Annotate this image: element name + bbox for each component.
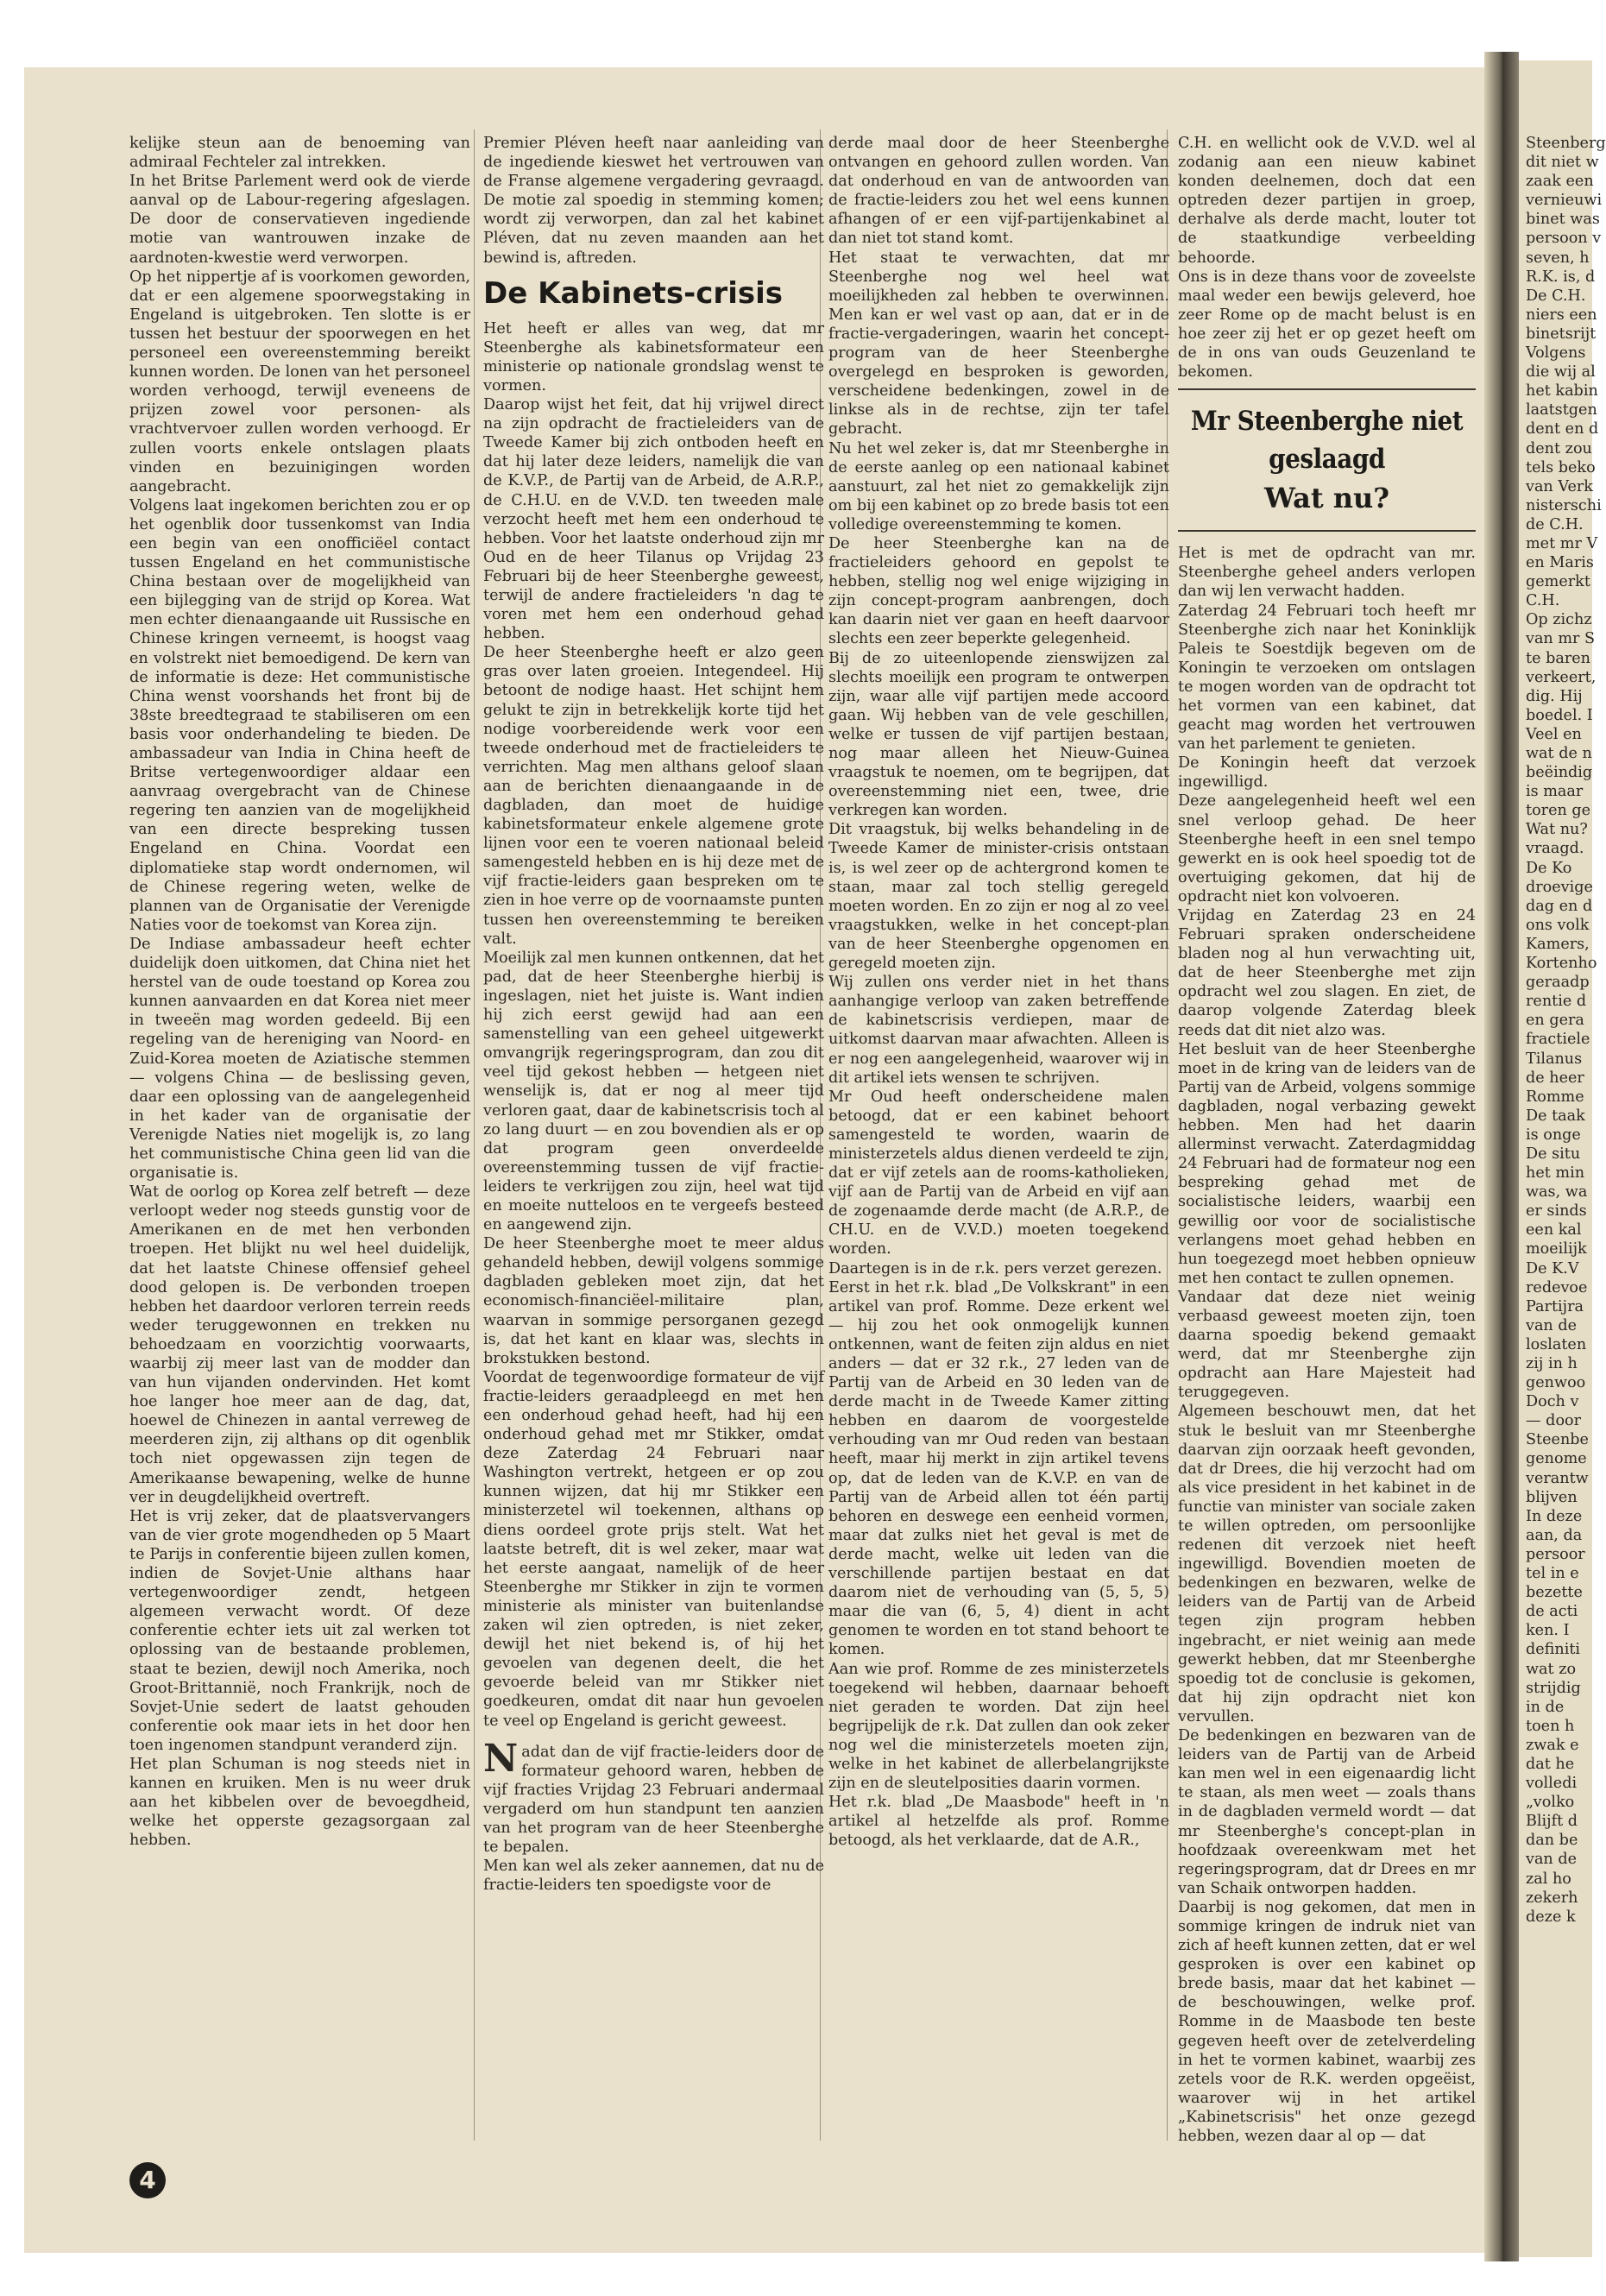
paragraph: Moeilijk zal men kunnen ontkennen, dat het pad, dat de heer Steenberghe hierbij is ingeslagen, niet het juiste is. Want indien hij zich eerst gewijd had aan een samenstelling van een geheel uitgewerkt omvangrijk regeringsprogram, dan zou dit veel tijd gekost hebben — hetgeen niet wenselijk is, dat er nog al meer tijd verloren gaat, daar de kabinetscrisis toch al zo lang duurt — en zou bovendien als er op dat program geen onverdeelde overeenstemming tussen de vijf fractie-leiders te verkrijgen zou zijn, heel wat tijd en moeite nutteloos en te vergeefs besteed en aangewend zijn. xyxy=(483,949,824,1234)
dropcap-letter: N xyxy=(483,1736,519,1781)
next-page-line: vraagd. xyxy=(1526,840,1584,858)
next-page-line: de acti xyxy=(1526,1603,1578,1621)
next-page-edge xyxy=(1519,60,1606,2257)
next-page-line: dit niet w xyxy=(1526,154,1599,172)
paragraph: kelijke steun aan de benoeming van admiraal Fechteler zal intrekken. xyxy=(129,135,470,172)
headline-box xyxy=(1178,388,1476,532)
next-page-line: Kortenho xyxy=(1526,955,1597,973)
next-page-line: aan, da xyxy=(1526,1526,1583,1544)
next-page-line: Kamers, xyxy=(1526,935,1590,953)
next-page-line: ken. I xyxy=(1526,1622,1570,1640)
next-page-line: en Maris xyxy=(1526,554,1594,572)
next-page-line: persoor xyxy=(1526,1545,1585,1563)
paragraph: Eerst in het r.k. blad „De Volkskrant" in een artikel van prof. Romme. Deze erkent wel — hij zou het ook onmogelijk kunnen ontkennen, want de feiten zijn aldus en niet anders — dat er 32 r.k., 27 leden van de Partij van de Arbeid en 30 leden van de derde macht in de Tweede Kamer zitting hebben en daarom de voorgestelde verhouding van mr Oud reden van bestaan heeft, maar hij merkt in zijn artikel tevens op, dat de leden van de K.V.P. en van de Partij van de Arbeid allen tot één partij behoren en deswege een eenheid vormen, maar dat zulks niet het geval is met de derde macht, welke uit leden van die verschillende partijen bestaat en dat daarom niet de verhouding van (5, 5, 5) maar die van (6, 5, 4) dient in acht genomen te worden en tot stand behoort te komen. xyxy=(828,1278,1169,1659)
next-page-line: was, wa xyxy=(1526,1183,1588,1202)
next-page-line: „volko xyxy=(1526,1794,1575,1812)
next-page-line: het min xyxy=(1526,1164,1585,1183)
next-page-line: genwoo xyxy=(1526,1374,1586,1392)
paragraph: Nu het wel zeker is, dat mr Steenberghe in de eerste aanleg op een nationaal kabinet aanstuurt, zal het niet zo gemakkelijk zijn om bij een kabinet op zo brede basis tot een volledige overeenstemming te komen. xyxy=(828,439,1169,533)
next-page-line: een kal xyxy=(1526,1221,1582,1239)
paragraph: Men kan wel als zeker aannemen, dat nu de fractie-leiders ten spoedigste voor de xyxy=(483,1858,824,1895)
next-page-line: met mr V xyxy=(1526,534,1598,552)
column-4-top xyxy=(1178,134,1476,382)
next-page-line: Steenbe xyxy=(1526,1431,1589,1449)
kabinets-crisis-heading: De Kabinets-crisis xyxy=(483,275,783,311)
next-page-line: volledi xyxy=(1526,1775,1578,1793)
paragraph: Wij zullen ons verder niet in het thans aanhangige verloop van zaken betreffende de kabinetscrisis verdiepen, maar de uitkomst daarvan maar afwachten. Alleen is er nog een aangelegenheid, waarover wij in dit artikel iets wensen te schrijven. xyxy=(828,974,1169,1087)
next-page-line: de C.H. xyxy=(1526,515,1584,533)
paragraph: C.H. en wellicht ook de V.V.D. wel al zodanig aan een nieuw kabinet konden deelnemen, doch dat een optreden dezer partijen in groep, derhalve als derde macht, louter tot de staatkundige verbeelding behoorde. xyxy=(1178,135,1476,267)
next-page-line: zaak een xyxy=(1526,173,1594,191)
paragraph: Het staat te verwachten, dat mr Steenberghe nog wel heel wat moeilijkheden zal hebben te overwinnen. Men kan er wel vast op aan, dat er in de fractie-vergaderingen, waarin het concept-program van de heer Steenberghe overgelegd en besproken is geworden, verscheidene bedenkingen, zowel in de linkse als in de rechtse, zijn ter tafel gebracht. xyxy=(828,249,1169,438)
paragraph: Bij de zo uiteenlopende zienswijzen zal slechts moeilijk een program te ontwerpen zijn, waar alle vijf partijen mede accoord gaan. Wij hebben van de vele geschillen, welke er tussen de vijf partijen bestaan, nog maar alleen het Nieuw-Guinea vraagstuk te noemen, om te begrijpen, dat overeenstemming niet een, twee, drie verkregen kan worden. xyxy=(828,649,1169,820)
next-page-line: van mr S xyxy=(1526,630,1596,648)
steenberghe-body xyxy=(1178,544,1476,2146)
next-page-line: wat zo xyxy=(1526,1660,1577,1678)
next-page-line: rentie d xyxy=(1526,993,1587,1011)
next-page-line: verkeert, xyxy=(1526,668,1597,686)
next-page-line: dat he xyxy=(1526,1755,1575,1773)
column-2-top xyxy=(483,134,824,268)
next-page-line: gemerkt xyxy=(1526,573,1590,591)
next-page-line: dag en d xyxy=(1526,897,1593,915)
page-number: 4 xyxy=(129,2162,166,2198)
next-page-line: — door xyxy=(1526,1412,1582,1430)
paragraph: Het is vrij zeker, dat de plaatsvervangers van de vier grote mogendheden op 5 Maart te Parijs in conferentie bijeen zullen komen, indien de Sovjet-Unie althans haar vertegenwoordiger zendt, hetgeen algemeen verwacht wordt. Of deze conferentie echter iets uit zal werken tot oplossing van de bestaande problemen, staat te bezien, dewijl noch Amerika, noch Groot-Brittannië, noch Frankrijk, noch de Sovjet-Unie sedert de laatst gehouden conferentie ook maar iets in het door hen toen ingenomen standpunt veranderd zijn. xyxy=(129,1507,470,1754)
next-page-line: In deze xyxy=(1526,1507,1583,1525)
next-page-line: Romme xyxy=(1526,1088,1584,1106)
paragraph: Vrijdag en Zaterdag 23 en 24 Februari spraken onderscheidene bladen nog al hun verwachting uit, dat de heer Steenberghe met zijn opdracht wel zou slagen. En ziet, de daarop volgende Zaterdag bleek reeds dat dit niet alzo was. xyxy=(1178,907,1476,1039)
next-page-line: De situ xyxy=(1526,1145,1581,1163)
paragraph: Deze aangelegenheid heeft wel een snel verloop gehad. De heer Steenberghe heeft in een snel tempo gewerkt en is ook heel spoedig tot de overtuiging gekomen, dat hij de opdracht niet kon volvoeren. xyxy=(1178,792,1476,905)
next-page-line: in de xyxy=(1526,1698,1565,1716)
paragraph: Daarop wijst het feit, dat hij vrijwel direct na zijn opdracht de fractieleiders van de Tweede Kamer bij zich ontboden heeft en dat hij later deze leiders, namelijk die van de K.V.P., de Partij van de Arbeid, de A.R.P., de C.H.U. en de V.V.D. ten tweeden male verzocht heeft met hem een onderhoud te hebben. Voor het laatste onderhoud zijn mr Oud en de heer Tilanus op Vrijdag 23 Februari bij de heer Steenberghe geweest, terwijl de andere fractieleiders 'n dag te voren met hem een onderhoud gehad hebben. xyxy=(483,396,824,643)
next-page-line: bezette xyxy=(1526,1584,1583,1602)
next-page-line: er sinds xyxy=(1526,1202,1587,1221)
next-page-line: te baren xyxy=(1526,649,1590,667)
next-page-line: R.K. is, d xyxy=(1526,268,1596,286)
paragraph: Het plan Schuman is nog steeds niet in kannen en kruiken. Men is nu weer druk aan het kibbelen over de bevoegdheid, welke het opperste gezagsorgaan zal hebben. xyxy=(129,1755,470,1850)
paragraph: Wat de oorlog op Korea zelf betreft — deze verloopt weder nog steeds gunstig voor de Amerikanen en de met hen verbonden troepen. Het blijkt nu wel heel duidelijk, dat het laatste Chinese offensief geheel dood gelopen is. De verbonden troepen hebben het daardoor verloren terrein reeds weder teruggewonnen en trekken nu behoedzaam en voorzichtig voorwaarts, waarbij zij meer last van de modder dan van hun vijanden ondervinden. Het komt hoe langer hoe meer aan de dag, dat, hoewel de Chinezen in aantal verreweg de meerderen zijn, zij althans op dit ogenblik toch niet opgewassen zijn tegen de Amerikaanse bewapening, welke de hunne ver in deugdelijkheid overtreft. xyxy=(129,1183,470,1506)
next-page-line: Doch v xyxy=(1526,1393,1579,1411)
next-page-line: boedel. I xyxy=(1526,706,1593,724)
next-page-line: tel in e xyxy=(1526,1565,1579,1583)
next-page-line: toren ge xyxy=(1526,802,1591,820)
next-page-line: binet was xyxy=(1526,211,1600,229)
next-page-line: beëindig xyxy=(1526,764,1593,782)
paragraph: Op het nippertje af is voorkomen geworden, dat er een algemene spoorwegstaking in Engeland is uitgebroken. Ten slotte is er tussen het bestuur der spoorwegen en het personeel een overeenstemming bereikt kunnen worden. De lonen van het personeel worden verhoogd, terwijl eveneens de prijzen zowel voor personen- als vrachtvervoer zullen worden verhoogd. Er zullen voorts enkele ontslagen plaats vinden en bezuinigingen worden aangebracht. xyxy=(129,268,470,495)
next-page-line: De C.H. xyxy=(1526,287,1586,305)
dropcap-text: adat dan de vijf fractie-leiders door de formateur gehoord waren, hebben de vijf fracties Vrijdag 23 Februari andermaal vergaderd om hun standpunt ten aanzien van het program van de heer Steenberghe te bepalen. xyxy=(483,1743,824,1857)
next-page-line: laatstgen xyxy=(1526,401,1597,419)
next-page-line: fractiele xyxy=(1526,1031,1590,1049)
next-page-line: Partijra xyxy=(1526,1297,1584,1315)
column-3 xyxy=(828,134,1169,1850)
next-page-line: van de xyxy=(1526,1316,1578,1334)
next-page-line: van Verk xyxy=(1526,477,1593,495)
next-page-line: deze k xyxy=(1526,1908,1576,1926)
next-page-line: is onge xyxy=(1526,1126,1581,1144)
kabinets-crisis-body xyxy=(483,319,824,1731)
headline-title: Mr Steenberghe niet geslaagd xyxy=(1190,406,1464,476)
next-page-line: Steenberg xyxy=(1526,135,1606,152)
paragraph: derde maal door de heer Steenberghe ontvangen en gehoord zullen worden. Van dat onderhoud en van de antwoorden van de fractie-leiders zou het wel eens kunnen afhangen of er een vijf-partijenkabinet al dan niet tot stand komt. xyxy=(828,135,1169,248)
next-page-line: geraadp xyxy=(1526,974,1590,992)
next-page-line: Veel en xyxy=(1526,725,1582,743)
next-page-line: toen h xyxy=(1526,1717,1575,1735)
dropcap-paragraph xyxy=(483,1736,824,1858)
next-page-line: van de xyxy=(1526,1851,1578,1869)
next-page-line: persoon v xyxy=(1526,230,1602,248)
paragraph: Zaterdag 24 Februari toch heeft mr Steenberghe zich naar het Koninklijk Paleis te Soestdijk begeven om de Koningin te verzoeken om ontslagen te mogen worden van de opdracht tot het vormen van een kabinet, dat geacht mag worden het vertrouwen van het parlement te genieten. xyxy=(1178,602,1476,754)
next-page-line: genome xyxy=(1526,1450,1587,1468)
next-page-line: De Ko xyxy=(1526,859,1572,877)
paragraph: Daartegen is in de r.k. pers verzet gerezen. xyxy=(828,1259,1162,1277)
paragraph: De heer Steenberghe kan na de fractieleiders gehoord en gepolst te hebben, stellig nog wel enige wijziging in zijn concept-program aanbrengen, doch kan daarin niet ver gaan en heeft daarvoor slechts een zeer beperkte gelegenheid. xyxy=(828,534,1169,648)
column-1 xyxy=(129,134,470,1850)
next-page-line: droevige xyxy=(1526,878,1593,896)
next-page-line: seven, h xyxy=(1526,249,1590,267)
next-page-line: die wij al xyxy=(1526,363,1596,382)
paragraph: Mr Oud heeft onderscheidene malen betoogd, dat er een kabinet behoort samengesteld te worden, waarin de ministerzetels aldus dienen verdeeld te zijn, dat er vijf zetels aan de rooms-katholieken, vijf aan de Partij van de Arbeid en vijf aan de zogenaamde derde macht (de A.R.P., de CH.U. en de V.V.D.) moeten toegekend worden. xyxy=(828,1088,1169,1258)
next-page-line: loslaten xyxy=(1526,1335,1587,1353)
paragraph: De Indiase ambassadeur heeft echter duidelijk doen uitkomen, dat China niet het herstel van de oude toestand op Korea zou kunnen aanvaarden en dat Korea niet meer in tweeën mag worden gedeeld. Bij een regeling van de hereniging van Noord- en Zuid-Korea moeten de Aziatische stemmen — volgens China — de beslissing geven, daar een oplossing van de aangelegenheid in het kader van de organisatie der Verenigde Naties niet mogelijk is, zo lang het communistische China geen lid van die organisatie is. xyxy=(129,935,470,1183)
paragraph: De bedenkingen en bezwaren van de leiders van de Partij van de Arbeid kan men wel in een eigenaardig licht te staan, als men weet — zoals thans in de dagbladen vermeld wordt — dat mr Steenberghe's concept-plan in hoofdzaak overeenkwam met het regeringsprogram, dat dr Drees en mr van Schaik ontworpen hadden. xyxy=(1178,1727,1476,1897)
next-page-line: zekerh xyxy=(1526,1889,1578,1907)
paragraph: Dit vraagstuk, bij welks behandeling in de Tweede Kamer de minister-crisis ontstaan is, is wel zeer op de achtergrond komen te staan, maar zal toch stellig geregeld moeten worden. En zo zijn er nog al zo veel vraagstukken, welke in het concept-plan van de heer Steenberghe opgenomen en geregeld moeten zijn. xyxy=(828,821,1169,973)
next-page-line: dan be xyxy=(1526,1832,1578,1850)
paragraph: Ons is in deze thans voor de zoveelste maal weder een bewijs geleverd, hoe zeer Rome op de macht belust is en hoe zeer zij het er op gezet heeft om de in ons van ouds Geuzenland te bekomen. xyxy=(1178,268,1476,382)
page-spine xyxy=(1484,52,1519,2261)
paragraph: Het besluit van de heer Steenberghe moet in de kring van de leiders van de Partij van de Arbeid, volgens sommige dagbladen, nogal verbazing gewekt hebben. Men had het daarin allerminst verwacht. Zaterdagmiddag 24 Februari had de formateur nog een bespreking gehad met de socialistische leiders, waarbij een gewillig oor voor de socialistische verlangens moet gehad hebben en hun toegezegd moet hebben opnieuw met hen contact te zullen opnemen. xyxy=(1178,1040,1476,1287)
next-page-line: De K.V xyxy=(1526,1259,1579,1277)
next-page-line: en gera xyxy=(1526,1012,1584,1030)
paragraph: Volgens laat ingekomen berichten zou er op het ogenblik door tussenkomst van India een begin van een onofficiëel contact tussen Engeland en het communistische China bestaan over de mogelijkheid van een bijlegging van de strijd op Korea. Wat men echter dienaangaande uit Russische en Chinese kringen verneemt, is hoogst vaag en volstrekt niet bemoedigend. De kern van de informatie is deze: Het communistische China wenst voorshands het front bij de 38ste breedtegraad te stabiliseren om een basis voor onderhandeling te bieden. De ambassadeur van India in China heeft de Britse vertegenwoordiger aldaar een aanvraag overgebracht van de Chinese regering ten aanzien van de mogelijkheid van een directe bespreking tussen Engeland en China. Voordat een diplomatieke stap wordt ondernomen, wil de Chinese regering weten, welke de plannen van de Organisatie der Verenigde Naties voor de toekomst van Korea zijn. xyxy=(129,496,470,934)
next-page-line: binetsrijt xyxy=(1526,325,1597,343)
next-page-line: definiti xyxy=(1526,1641,1581,1659)
paragraph: Premier Pléven heeft naar aanleiding van de ingediende kieswet het vertrouwen van de Franse algemene vergadering gevraagd. De motie zal spoedig in stemming komen; wordt zij verworpen, dan zal het kabinet Pléven, dat nu zeven maanden aan het bewind is, aftreden. xyxy=(483,135,824,267)
next-page-line: dent zou xyxy=(1526,439,1592,457)
next-page-line: redevoe xyxy=(1526,1278,1588,1296)
next-page-line: De taak xyxy=(1526,1107,1585,1125)
next-page-line: Wat nu? xyxy=(1526,821,1588,839)
next-page-line: Volgens xyxy=(1526,344,1586,363)
next-page-line: moeilijk xyxy=(1526,1240,1587,1258)
next-page-line: verantw xyxy=(1526,1469,1589,1487)
paragraph: Algemeen beschouwt men, dat het stuk le besluit van mr Steenberghe daarvan zijn oorzaak heeft gevonden, dat dr Drees, die hij verzocht had om als vice president in het kabinet in de functie van minister van sociale zaken te willen optreden, om persoonlijke redenen dit verzoek niet heeft ingewilligd. Bovendien moeten de bedenkingen en bezwaren, welke de leiders van de Partij van de Arbeid tegen zijn program hebben ingebracht, er niet weinig aan mede gewerkt hebben, dat mr Steenberghe spoedig tot de conclusie is gekomen, dat hij zijn opdracht niet kon vervullen. xyxy=(1178,1403,1476,1725)
headline-subtitle: Wat nu? xyxy=(1263,482,1390,515)
column-rule xyxy=(474,129,475,2141)
next-page-line: niers een xyxy=(1526,306,1597,324)
column-4 xyxy=(1178,134,1476,2146)
next-page-line: tels beko xyxy=(1526,458,1596,476)
next-page-line: wat de n xyxy=(1526,745,1592,762)
paragraph: Het heeft er alles van weg, dat mr Steenberghe als kabinetsformateur een ministerie op nationale grondslag wenst te vormen. xyxy=(483,319,824,394)
paragraph: Het is met de opdracht van mr. Steenberghe geheel anders verlopen dan wij len verwacht hadden. xyxy=(1178,545,1476,601)
next-page-line: ons volk xyxy=(1526,916,1590,934)
next-page-line: Op zichz xyxy=(1526,611,1592,629)
next-page-line: is maar xyxy=(1526,783,1584,801)
next-page-line: het kabin xyxy=(1526,382,1598,401)
next-page-line: de heer xyxy=(1526,1069,1584,1087)
paragraph: De heer Steenberghe moet te meer aldus gehandeld hebben, dewijl volgens sommige dagbladen gebleken moet zijn, dat het economisch-financiëel-militaire plan, waarvan in sommige persorganen gezegd is, dat het kant en klaar was, slechts in brokstukken bestond. xyxy=(483,1235,824,1367)
column-2 xyxy=(483,134,824,1895)
paragraph: De heer Steenberghe heeft er alzo geen gras over laten groeien. Integendeel. Hij betoont de nodige haast. Het schijnt hem gelukt te zijn in betrekkelijk korte tijd het nodige voorbereidende werk voor een tweede onderhoud met de fractieleiders te verrichten. Mag men althans geloof slaan aan de berichten dienaangaande in de dagbladen, dan moet de huidige kabinetsformateur enkele algemene grote lijnen voor een te voeren nationaal beleid samengesteld hebben en is hij deze met de vijf fractie-leiders gaan bespreken om te zien in hoe verre op de voornaamste punten tussen hen overeenstemming te bereiken valt. xyxy=(483,644,824,948)
next-page-line: dig. Hij xyxy=(1526,687,1583,705)
next-page-line: C.H. xyxy=(1526,592,1560,610)
next-page-line: Tilanus xyxy=(1526,1050,1583,1068)
next-page-line: zal ho xyxy=(1526,1870,1571,1888)
paragraph: Aan wie prof. Romme de zes ministerzetels toegekend wil hebben, daarnaar behoeft niet geraden te worden. Dat zijn heel begrijpelijk de r.k. Dat zullen dan ook zeker nog wel die ministerzetels moeten zijn, welke in het kabinet de allerbelangrijkste zijn en de sleutelposities daarin vormen. xyxy=(828,1660,1169,1793)
next-page-text xyxy=(1526,134,1606,1927)
next-page-line: dent en d xyxy=(1526,420,1599,438)
next-page-line: zij in h xyxy=(1526,1355,1578,1372)
paragraph: De Koningin heeft dat verzoek ingewilligd. xyxy=(1178,754,1476,792)
next-page-line: nisterschi xyxy=(1526,496,1602,514)
paragraph: Voordat de tegenwoordige formateur de vijf fractie-leiders geraadpleegd en met hen een onderhoud gehad heeft, had hij een onderhoud gehad met mr Stikker, omdat deze Zaterdag 24 Februari naar Washington vertrekt, hetgeen er op zou kunnen wijzen, dat hij mr Stikker een ministerzetel wil toekennen, althans op diens oordeel grote prijs stelt. Wat het laatste betreft, dit is wel zeker, maar wat het eerste aangaat, namelijk of de heer Steenberghe mr Stikker in zijn te vormen ministerie als minister van buitenlandse zaken wil zien optreden, is niet zeker, dewijl het niet bekend is, of hij het gevoelen van degenen deelt, die het gevoerde beleid van mr Stikker niet goedkeuren, omdat dit naar hun gevoelen te veel op Engeland is gericht geweest. xyxy=(483,1368,824,1730)
paragraph: Daarbij is nog gekomen, dat men in sommige kringen de indruk niet van zich af heeft kunnen zetten, dat er wel gesproken is over een kabinet op brede basis, maar dat het kabinet — de beschouwingen, welke prof. Romme in de Maasbode ten beste gegeven heeft over de zetelverdeling in het te vormen kabinet, waarbij zes zetels voor de R.K. werden opgeëist, waarover wij in het artikel „Kabinetscrisis" het onze gezegd hebben, wezen daar al op — dat xyxy=(1178,1898,1476,2145)
paragraph: Het r.k. blad „De Maasbode" heeft in 'n artikel al hetzelfde als prof. Romme betoogd, als het verklaarde, dat de A.R., xyxy=(828,1794,1169,1850)
paragraph: Vandaar dat deze niet weinig verbaasd geweest moeten zijn, toen daarna spoedig bekend gemaakt werd, dat mr Steenberghe zijn opdracht aan Hare Majesteit had teruggegeven. xyxy=(1178,1288,1476,1402)
next-page-line: vernieuwi xyxy=(1526,192,1603,210)
next-page-line: zwak e xyxy=(1526,1736,1579,1754)
paragraph: In het Britse Parlement werd ook de vierde aanval op de Labour-regering afgeslagen. De door de conservatieven ingediende motie van wantrouwen inzake de aardnoten-kwestie werd verworpen. xyxy=(129,173,470,267)
next-page-line: Blijft d xyxy=(1526,1813,1578,1831)
next-page-line: blijven xyxy=(1526,1488,1578,1506)
next-page-line: strijdig xyxy=(1526,1679,1581,1697)
